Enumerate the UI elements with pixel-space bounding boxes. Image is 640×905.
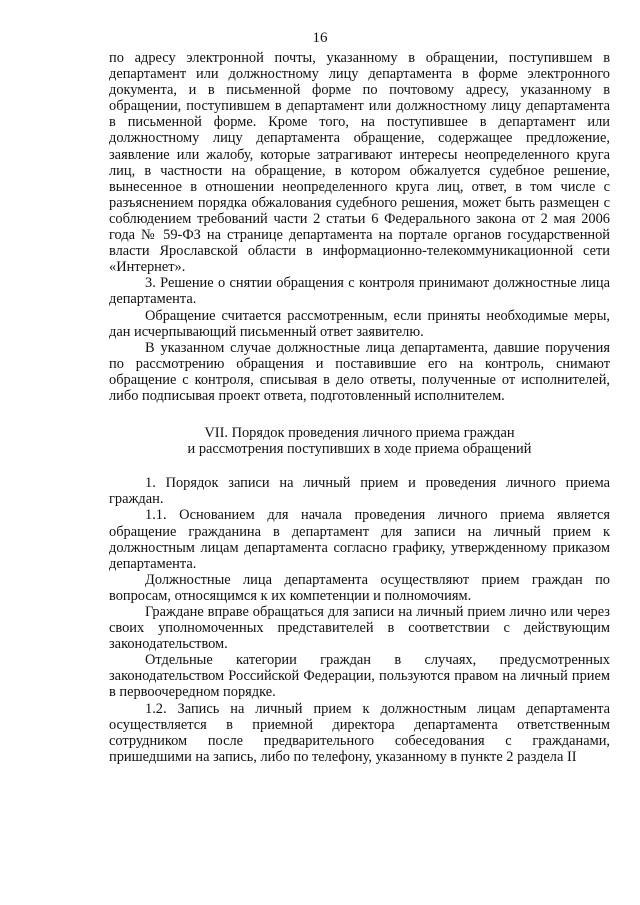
- paragraph-item-1: 1. Порядок записи на личный прием и проведения личного приема граждан.: [109, 475, 610, 508]
- paragraph-categories: Отдельные категории граждан в случаях, предусмотренных законодательством Российской Федерации, пользуются правом на личный прием в первоочередном порядке.: [109, 652, 610, 701]
- page-number: 16: [312, 30, 328, 46]
- page-body: [109, 50, 610, 765]
- paragraph-item-3: 3. Решение о снятии обращения с контроля принимают должностные лица департамента.: [109, 275, 610, 308]
- paragraph-continuation: по адресу электронной почты, указанному в обращении, поступившем в департамент или должностному лицу департамента в форме электронного документа, и в письменной форме по почтовому адресу, указанному в обращении, поступившем в департамент или должностному лицу департамента в письменной форме. Кроме того, на поступившее в департамент или должностному лицу департамента обращение, содержащее предложение, заявление или жалобу, которые затрагивают интересы неопределенного круга лиц, в частности на обращение, в котором обжалуется судебное решение, вынесенное в отношении неопределенного круга лиц, ответ, в том числе с разъяснением порядка обжалования судебного решения, может быть размещен с соблюдением требований части 2 статьи 6 Федерального закона от 2 мая 2006 года № 59-ФЗ на странице департамента на портале органов государственной власти Ярославской области в информационно-телекоммуникационной сети «Интернет».: [109, 50, 610, 276]
- paragraph-item-1-2: 1.2. Запись на личный прием к должностным лицам департамента осуществляется в приемной директора департамента ответственным сотрудником после предварительного собеседования с гражданами, пришедшими на запись, либо по телефону, указанному в пункте 2 раздела II: [109, 700, 610, 765]
- section-heading-line-2: и рассмотрения поступивших в ходе приема обращений: [187, 441, 532, 458]
- section-heading-line-1: VII. Порядок проведения личного приема граждан: [204, 425, 515, 442]
- paragraph-item-1-1: 1.1. Основанием для начала проведения личного приема является обращение гражданина в департамент для записи на личный прием к должностным лицам департамента согласно графику, утвержденному приказом департамента.: [109, 507, 610, 572]
- spacer: [109, 404, 610, 425]
- paragraph-citizens-right: Граждане вправе обращаться для записи на личный прием лично или через своих уполномоченных представителей в соответствии с действующим законодательством.: [109, 604, 610, 653]
- paragraph-considered: Обращение считается рассмотренным, если приняты необходимые меры, дан исчерпывающий письменный ответ заявителю.: [109, 307, 610, 340]
- paragraph-in-this-case: В указанном случае должностные лица департамента, давшие поручения по рассмотрению обращения и поставившие его на контроль, снимают обращение с контроля, списывая в дело ответы, полученные от исполнителей, либо подписывая проект ответа, подготовленный исполнителем.: [109, 339, 610, 404]
- spacer: [109, 457, 610, 475]
- paragraph-officials: Должностные лица департамента осуществляют прием граждан по вопросам, относящимся к их компетенции и полномочиям.: [109, 571, 610, 604]
